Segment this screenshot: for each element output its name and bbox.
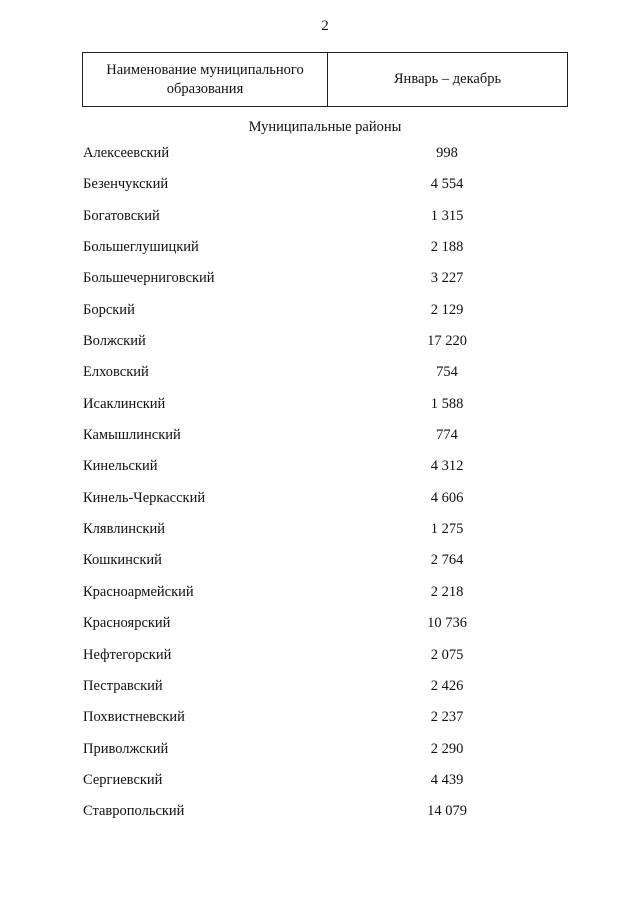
table-row <box>83 741 569 772</box>
municipality-value: 2 075 <box>430 646 464 663</box>
table-row <box>83 364 569 395</box>
municipality-name: Кошкинский <box>83 552 162 569</box>
section-title: Муниципальные районы <box>248 119 402 135</box>
municipality-value: 17 220 <box>427 333 467 350</box>
municipality-value: 1 275 <box>430 521 464 538</box>
table-row <box>83 521 569 552</box>
municipality-name: Нефтегорский <box>83 646 172 663</box>
table-row <box>83 427 569 458</box>
municipality-name: Богатовский <box>83 207 160 224</box>
municipality-name: Похвистневский <box>83 709 185 726</box>
municipality-value: 754 <box>436 364 458 381</box>
header-period-column: Январь – декабрь <box>393 71 502 87</box>
municipality-name: Большечерниговский <box>83 270 215 287</box>
table-row <box>83 678 569 709</box>
municipality-name: Сергиевский <box>83 771 163 788</box>
table-row <box>83 302 569 333</box>
table-row <box>83 615 569 646</box>
page-number: 2 <box>321 18 329 34</box>
municipality-value: 4 554 <box>430 176 464 193</box>
table-row <box>83 709 569 740</box>
municipality-name: Приволжский <box>83 740 169 757</box>
table-header <box>82 52 568 107</box>
table-row <box>83 584 569 615</box>
municipality-value: 4 312 <box>430 458 464 475</box>
table-row <box>83 458 569 489</box>
municipality-name: Пестравский <box>83 677 163 694</box>
municipality-value: 2 290 <box>430 740 464 757</box>
municipality-value: 998 <box>436 145 458 161</box>
municipality-value: 1 588 <box>430 395 464 412</box>
municipality-name: Кинельский <box>83 458 158 475</box>
table-row <box>83 176 569 207</box>
municipality-name: Клявлинский <box>83 521 165 538</box>
municipality-name: Кинель-Черкасский <box>83 489 206 506</box>
municipality-name: Волжский <box>83 333 146 350</box>
municipality-value: 774 <box>436 427 458 444</box>
municipality-value: 2 237 <box>430 709 464 726</box>
municipality-value: 2 426 <box>430 677 464 694</box>
table-row <box>83 396 569 427</box>
table-row <box>83 145 569 176</box>
table-row <box>83 239 569 270</box>
table-row <box>83 772 569 803</box>
municipality-value: 3 227 <box>430 270 464 287</box>
table-row <box>83 552 569 583</box>
municipality-name: Большеглушицкий <box>83 239 199 256</box>
municipality-name: Елховский <box>83 364 149 381</box>
municipality-name: Безенчукский <box>83 176 169 193</box>
table-row <box>83 208 569 239</box>
municipality-name: Камышлинский <box>83 427 181 444</box>
municipality-name: Красноармейский <box>83 583 194 600</box>
municipality-name: Борский <box>83 301 135 318</box>
municipality-value: 2 764 <box>430 552 464 569</box>
municipality-value: 1 315 <box>430 207 464 224</box>
municipality-value: 2 218 <box>430 583 464 600</box>
table-row <box>83 647 569 678</box>
municipality-value: 2 188 <box>430 239 464 256</box>
municipality-value: 4 439 <box>430 771 464 788</box>
municipality-value: 2 129 <box>430 301 464 318</box>
table-body <box>83 145 569 835</box>
municipality-value: 14 079 <box>427 803 467 820</box>
municipality-name: Исаклинский <box>83 395 166 412</box>
table-row <box>83 803 569 834</box>
table-row <box>83 333 569 364</box>
municipality-name: Алексеевский <box>83 145 170 161</box>
table-row <box>83 490 569 521</box>
municipality-name: Ставропольский <box>83 803 185 820</box>
header-name-column: Наименование муниципального образования <box>83 53 328 106</box>
municipality-value: 10 736 <box>427 615 467 632</box>
table-row <box>83 270 569 301</box>
municipality-value: 4 606 <box>430 489 464 506</box>
municipality-name: Красноярский <box>83 615 171 632</box>
